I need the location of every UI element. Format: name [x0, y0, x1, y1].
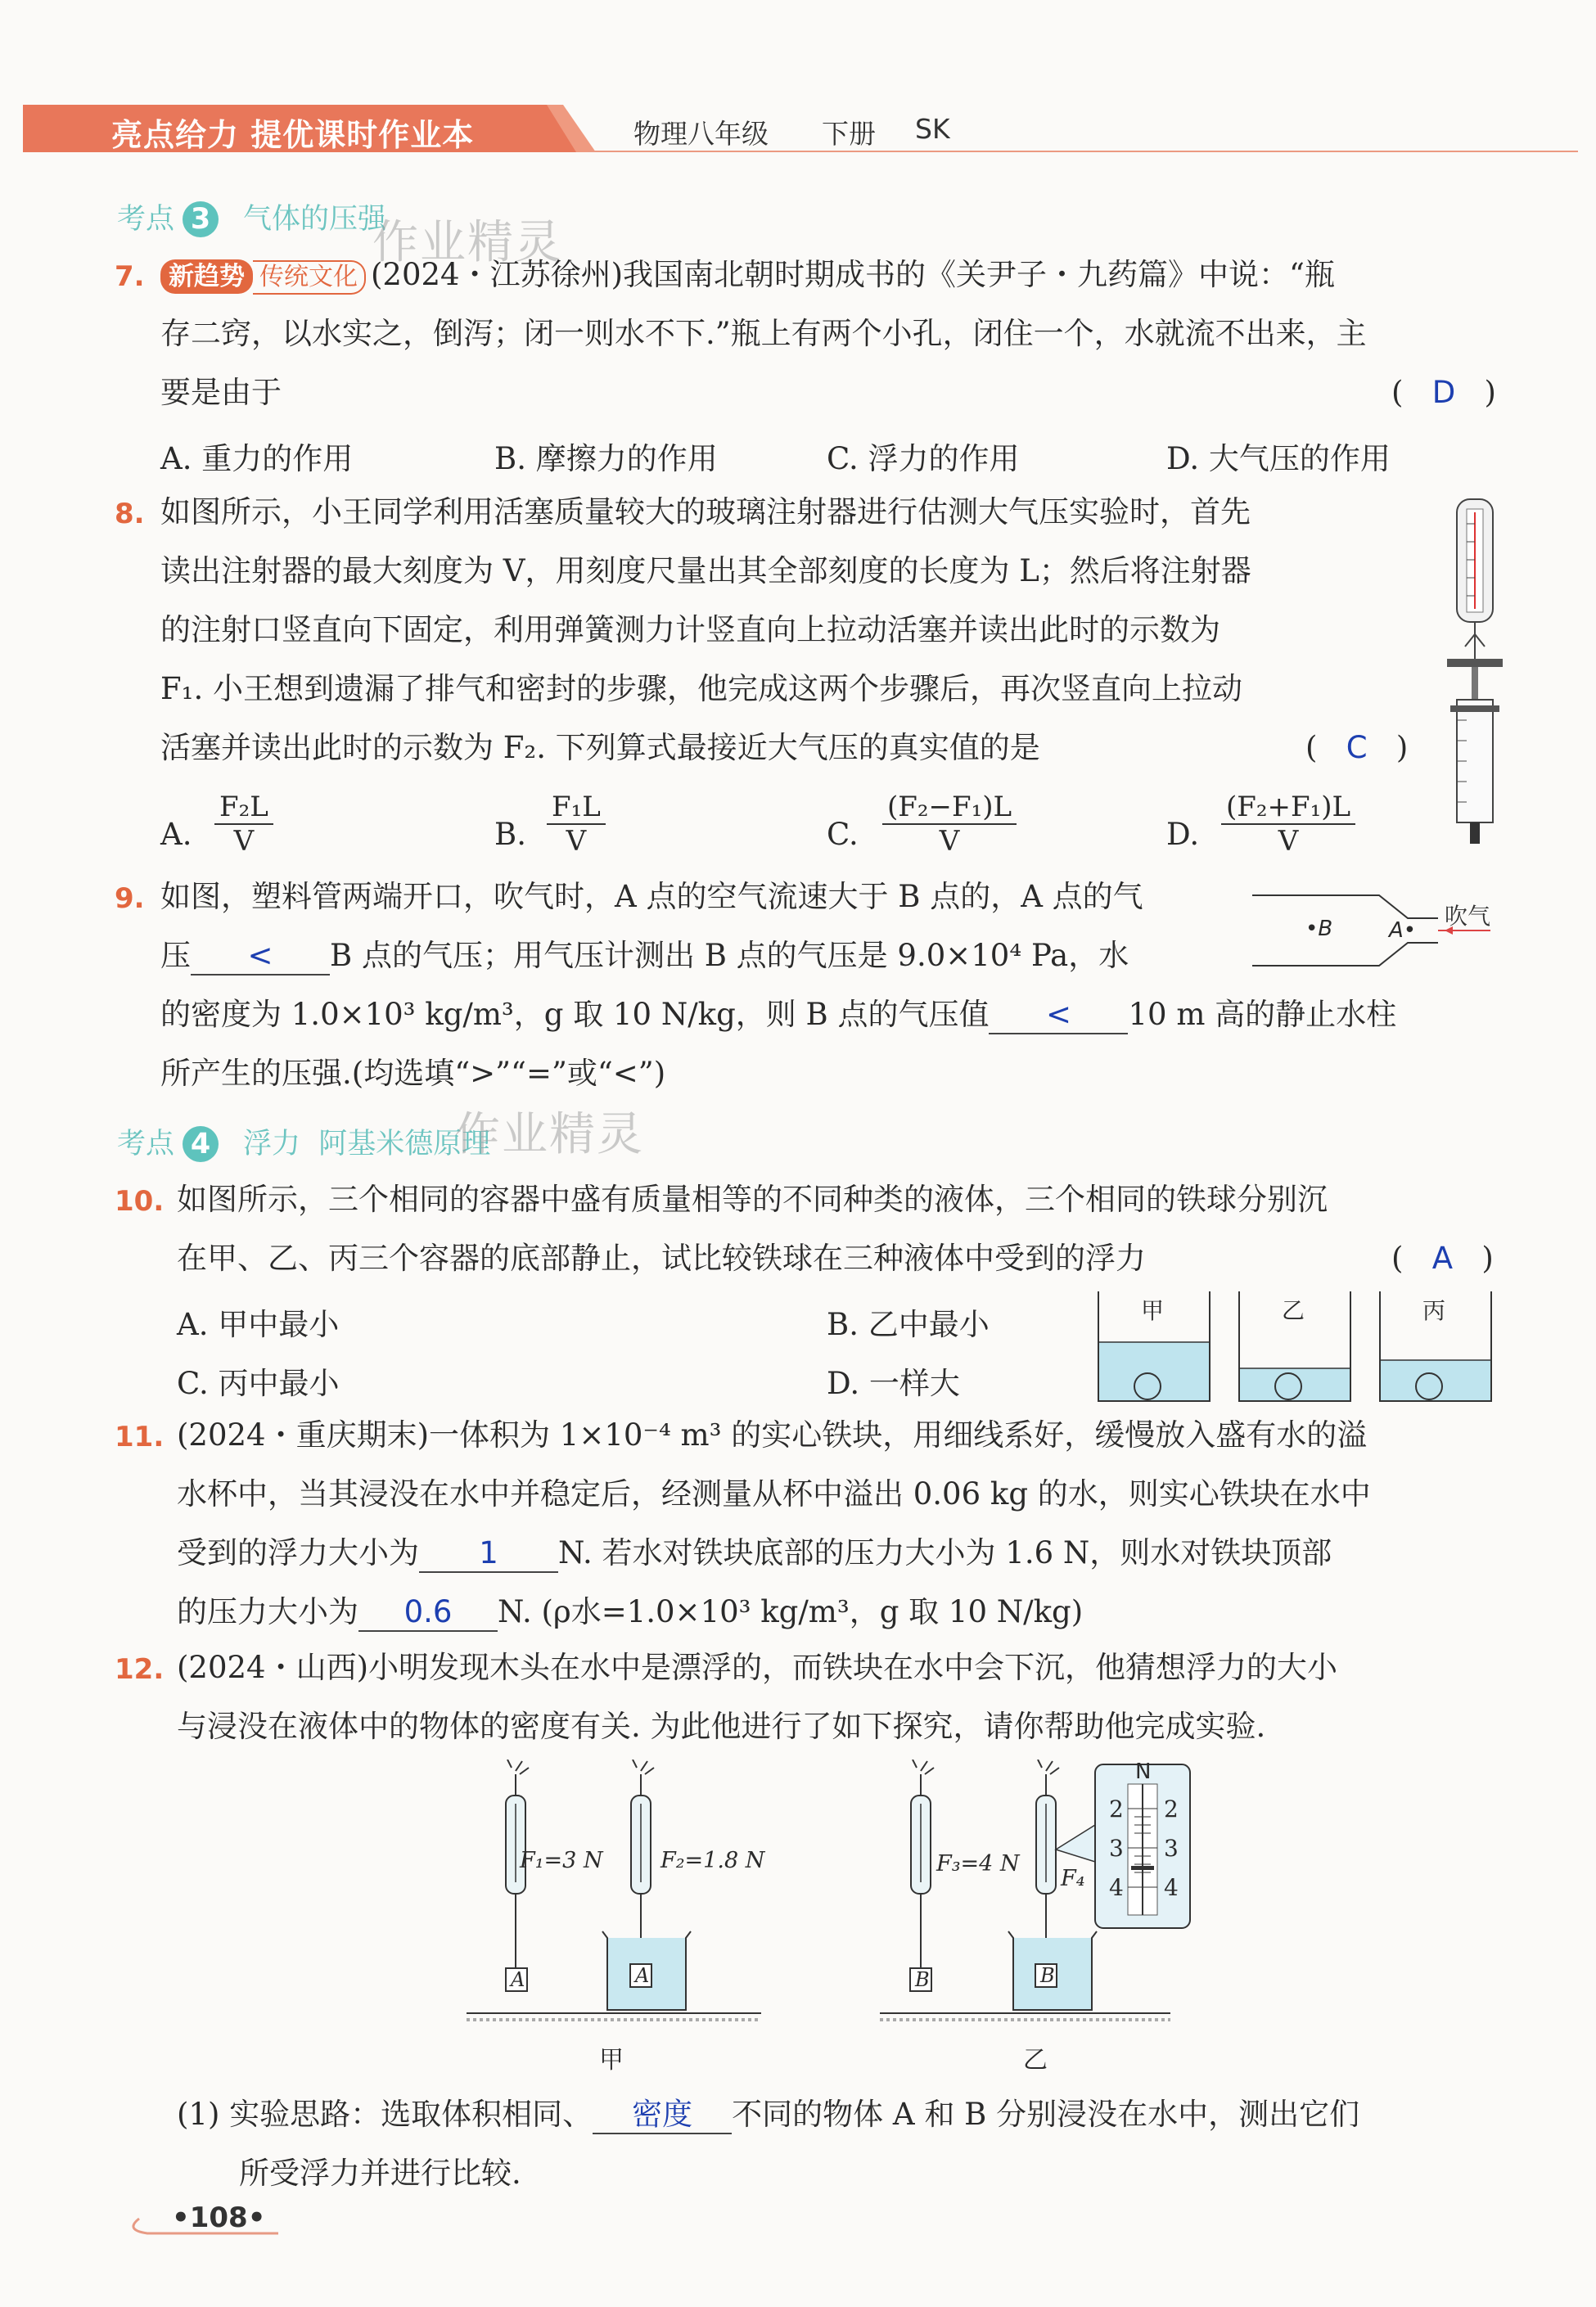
question-10-option-a: A. 甲中最小	[177, 1307, 340, 1342]
header-volume: 下册	[822, 118, 876, 150]
block-b-label: B	[1040, 1964, 1055, 1987]
section-number: 3	[183, 201, 219, 237]
point-b-label: •B	[1305, 917, 1333, 941]
fraction-numerator: (F₂−F₁)L	[882, 791, 1017, 825]
question-11-text-3b: N. 若水对铁块底部的压力大小为 1.6 N，则水对铁块顶部	[558, 1535, 1332, 1570]
question-9-line-2	[160, 938, 1129, 976]
fraction-numerator: F₂L	[214, 791, 273, 825]
question-12-sub-1-text-b: 不同的物体 A 和 B 分别浸没在水中，测出它们	[732, 2097, 1360, 2132]
tube-figure	[1248, 885, 1494, 976]
question-8-line-5: 活塞并读出此时的示数为 F₂. 下列算式最接近大气压的真实值的是	[160, 730, 1040, 765]
question-8-line-2: 读出注射器的最大刻度为 V，用刻度尺量出其全部刻度的长度为 L；然后将注射器	[160, 553, 1251, 588]
containers-figure	[1097, 1291, 1498, 1403]
question-12-line-1: (2024・山西)小明发现木头在水中是漂浮的，而铁块在水中会下沉，他猜想浮力的大小	[177, 1650, 1338, 1685]
block-b-label: B	[915, 1968, 930, 1991]
force-f2-label: F₂=1.8 N	[660, 1848, 765, 1873]
question-12-line-2: 与浸没在液体中的物体的密度有关. 为此他进行了如下探究，请你帮助他完成实验.	[177, 1709, 1266, 1744]
header-rule	[588, 151, 1578, 152]
question-8-answer: C	[1346, 730, 1368, 765]
fraction-denominator: V	[939, 825, 960, 858]
question-7-option-b: B. 摩擦力的作用	[494, 441, 718, 476]
scale-mark-2-right: 2	[1164, 1796, 1179, 1823]
question-8-number: 8.	[115, 498, 145, 530]
fraction-numerator: (F₂+F₁)L	[1221, 791, 1355, 825]
question-8-option-a-fraction	[214, 791, 273, 858]
question-10-answer: A	[1431, 1241, 1454, 1276]
question-7-line-1	[160, 257, 1335, 295]
block-a-label: A	[635, 1964, 650, 1987]
question-7-line-3: 要是由于	[160, 375, 282, 410]
question-9-line-3	[160, 997, 1396, 1034]
figure-caption-yi: 乙	[1023, 2046, 1048, 2075]
question-8-option-c-label: C.	[827, 817, 859, 852]
question-8-option-d-label: D.	[1166, 817, 1200, 852]
question-7-option-c: C. 浮力的作用	[827, 441, 1020, 476]
question-8-line-3: 的注射口竖直向下固定，利用弹簧测力计竖直向上拉动活塞并读出此时的示数为	[160, 612, 1220, 647]
question-10-option-c: C. 丙中最小	[177, 1366, 340, 1401]
question-9-line-4: 所产生的压强.(均选填“>”“=”或“<”)	[160, 1056, 666, 1091]
question-11-text-4b: N. (ρ水=1.0×10³ kg/m³，g 取 10 N/kg)	[498, 1594, 1084, 1629]
point-a-label: A•	[1389, 918, 1417, 943]
section-3-heading	[117, 196, 386, 237]
question-9-text-3b: 10 m 高的静止水柱	[1128, 997, 1397, 1032]
scale-unit-label: N	[1135, 1760, 1152, 1784]
question-11-text-4a: 的压力大小为	[177, 1594, 358, 1629]
container-yi-label: 乙	[1282, 1297, 1305, 1324]
question-9-text-3a: 的密度为 1.0×10³ kg/m³，g 取 10 N/kg，则 B 点的气压值	[160, 997, 990, 1032]
scale-mark-4-right: 4	[1164, 1874, 1179, 1901]
section-4-heading	[117, 1121, 490, 1162]
fraction-numerator: F₁L	[547, 791, 606, 825]
question-11-text-3a: 受到的浮力大小为	[177, 1535, 419, 1570]
question-11-blank-2: 0.6	[358, 1594, 498, 1632]
section-title: 气体的压强	[243, 203, 387, 236]
question-10-answer-paren: ( A )	[1391, 1241, 1494, 1276]
tag-new-trend: 新趋势	[160, 259, 253, 294]
question-7-answer-paren: ( D )	[1391, 375, 1496, 410]
scale-mark-3-left: 3	[1109, 1835, 1124, 1862]
force-f3-label: F₃=4 N	[936, 1851, 1020, 1877]
section-label: 考点	[117, 203, 175, 236]
force-f4-label: F₄	[1061, 1866, 1085, 1891]
question-11-line-2: 水杯中，当其浸没在水中并稳定后，经测量从杯中溢出 0.06 kg 的水，则实心铁块在水中	[177, 1476, 1371, 1512]
question-12-number: 12.	[115, 1653, 165, 1686]
header-brand: 亮点给力 提优课时作业本	[111, 117, 475, 153]
fraction-denominator: V	[566, 825, 587, 858]
watermark: 作业精灵	[372, 216, 562, 269]
figure-caption-jia: 甲	[599, 2046, 624, 2075]
question-8-option-b-fraction	[547, 791, 606, 858]
question-8-answer-paren: ( C )	[1305, 730, 1409, 765]
question-10-line-2: 在甲、乙、丙三个容器的底部静止，试比较铁球在三种液体中受到的浮力	[177, 1241, 1146, 1276]
question-11-number: 11.	[115, 1421, 165, 1453]
question-7-line-2: 存二窍，以水实之，倒泻；闭一则水不下.”瓶上有两个小孔，闭住一个，水就流不出来，主	[160, 316, 1367, 351]
section-label: 考点	[117, 1128, 175, 1160]
question-12-sub-1-text-a: (1) 实验思路：选取体积相同、	[177, 2097, 593, 2132]
question-7-number: 7.	[115, 260, 145, 293]
section-title: 浮力 阿基米德原理	[243, 1128, 491, 1160]
question-9-number: 9.	[115, 882, 145, 915]
question-12-sub-1-line-1	[177, 2097, 1359, 2134]
container-jia-label: 甲	[1141, 1297, 1165, 1324]
container-bing-label: 丙	[1422, 1297, 1446, 1324]
question-10-option-b: B. 乙中最小	[827, 1307, 990, 1342]
question-7-option-d: D. 大气压的作用	[1166, 441, 1391, 476]
page-number: •108•	[172, 2201, 266, 2234]
question-9-blank-1: <	[191, 938, 330, 976]
scale-mark-2-left: 2	[1109, 1796, 1124, 1823]
question-8-line-4: F₁. 小王想到遗漏了排气和密封的步骤，他完成这两个步骤后，再次竖直向上拉动	[160, 671, 1243, 706]
question-12-sub-1-line-2: 所受浮力并进行比较.	[239, 2156, 521, 2191]
blow-label: 吹气	[1445, 903, 1491, 930]
header-subject: 物理八年级	[633, 118, 769, 150]
question-11-line-4	[177, 1594, 1083, 1632]
syringe-figure	[1432, 491, 1531, 851]
question-9-text-2a: 压	[160, 938, 191, 973]
section-number: 4	[183, 1126, 219, 1162]
question-8-option-a-label: A.	[160, 817, 192, 852]
question-11-line-1: (2024・重庆期末)一体积为 1×10⁻⁴ m³ 的实心铁块，用细线系好，缓慢放入盛有水的溢	[177, 1417, 1368, 1453]
question-10-line-1: 如图所示，三个相同的容器中盛有质量相等的不同种类的液体，三个相同的铁球分别沉	[177, 1182, 1328, 1217]
question-8-line-1: 如图所示，小王同学利用活塞质量较大的玻璃注射器进行估测大气压实验时，首先	[160, 494, 1251, 529]
question-9-text-2b: B 点的气压；用气压计测出 B 点的气压是 9.0×10⁴ Pa，水	[330, 938, 1129, 973]
question-7-answer: D	[1431, 375, 1456, 410]
scale-mark-3-right: 3	[1164, 1835, 1179, 1862]
question-9-line-1: 如图，塑料管两端开口，吹气时，A 点的空气流速大于 B 点的，A 点的气	[160, 879, 1143, 914]
question-10-option-d: D. 一样大	[827, 1366, 960, 1401]
block-a-label: A	[511, 1968, 525, 1991]
question-8-option-b-label: B.	[494, 817, 526, 852]
fraction-denominator: V	[1278, 825, 1299, 858]
question-12-sub-1-blank: 密度	[593, 2097, 732, 2134]
question-8-option-c-fraction	[882, 791, 1017, 858]
watermark: 作业精灵	[454, 1108, 644, 1161]
question-11-blank-1: 1	[419, 1535, 558, 1573]
question-9-blank-2: <	[989, 997, 1128, 1034]
question-8-option-d-fraction	[1221, 791, 1355, 858]
tag-traditional-culture: 传统文化	[253, 260, 366, 295]
question-7-option-a: A. 重力的作用	[160, 441, 354, 476]
header-bar	[23, 103, 1578, 154]
question-7-text-1: (2024・江苏徐州)我国南北朝时期成书的《关尹子・九药篇》中说：“瓶	[371, 257, 1335, 292]
header-edition: SK	[915, 113, 950, 145]
buoyancy-experiment-figure	[458, 1760, 1195, 2075]
question-11-line-3	[177, 1535, 1332, 1573]
scale-mark-4-left: 4	[1109, 1874, 1124, 1901]
force-f1-label: F₁=3 N	[520, 1848, 603, 1873]
fraction-denominator: V	[233, 825, 255, 858]
question-10-number: 10.	[115, 1185, 165, 1218]
